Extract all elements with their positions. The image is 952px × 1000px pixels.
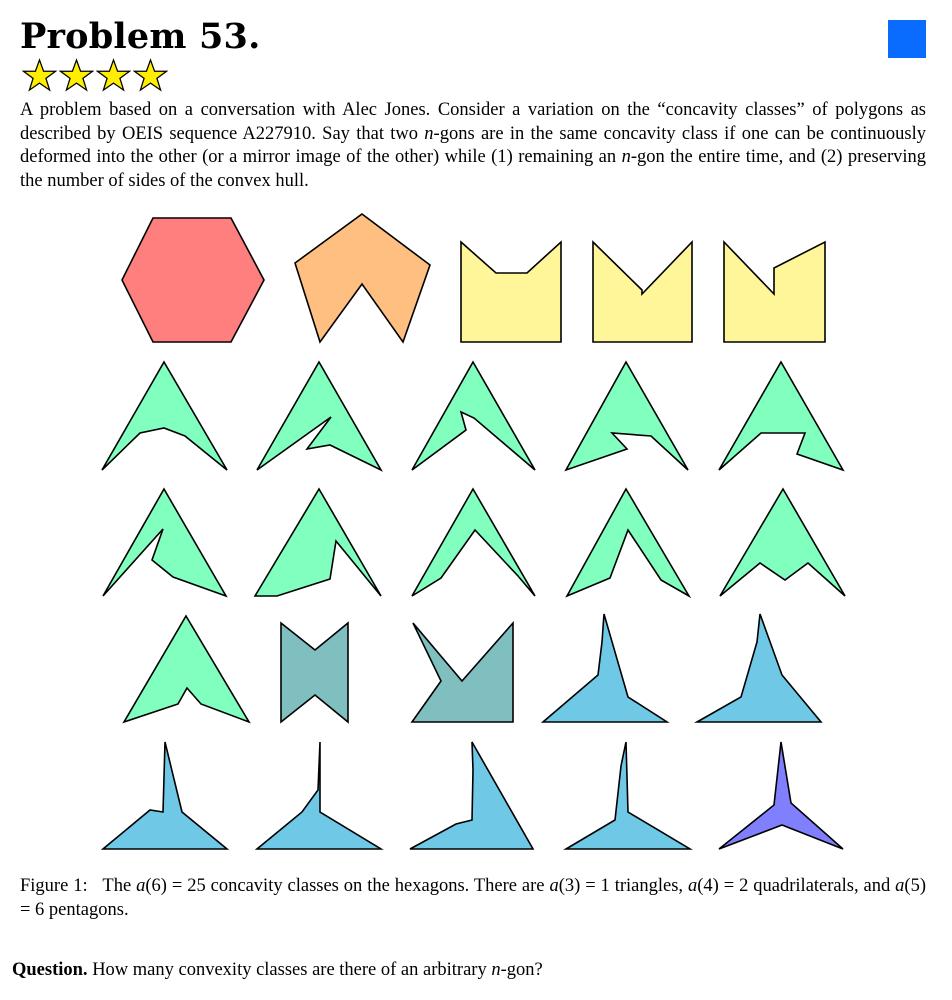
hexagon-hull3-11 xyxy=(124,616,249,722)
star-icon xyxy=(96,58,131,94)
star-icon xyxy=(22,58,57,94)
hexagon-hull5 xyxy=(295,214,430,342)
blue-square-badge xyxy=(888,20,926,58)
hexagon-hull4-a xyxy=(461,242,561,342)
hexagon-hull3-2 xyxy=(257,362,381,470)
hexagon-hull3-10 xyxy=(720,489,845,596)
hexagon-convex xyxy=(122,218,264,342)
problem-statement: A problem based on a conversation with Alec Jones. Consider a variation on the “concavity classes” of polygons as described by OEIS sequence A227910. Say that two n-gons are in the same concavity class if one can be continuously deformed into the other (or a mirror image of the other) while (1) remaining an n-gon the entire time, and (2) preserving the number of sides of the convex hull. xyxy=(20,100,926,191)
hexagon-hull3-blue-5 xyxy=(410,742,533,849)
star-icon xyxy=(59,58,94,94)
question: Question. How many convexity classes are there of an arbitrary n-gon? xyxy=(12,960,543,980)
hexagon-hull3-blue-4 xyxy=(257,742,381,849)
hexagon-hull3-9 xyxy=(567,489,689,596)
hexagon-hull4-teal-a xyxy=(281,623,348,722)
hexagon-hull4-teal-b xyxy=(412,623,513,722)
hexagon-hull3-1 xyxy=(102,362,227,470)
difficulty-rating xyxy=(22,58,168,94)
problem-title: Problem 53. xyxy=(20,16,261,57)
hexagon-hull3-blue-3 xyxy=(103,742,227,849)
hexagon-hull3-blue-6 xyxy=(566,742,690,849)
hexagon-hull3-5 xyxy=(719,362,843,470)
hexagon-hull3-blue-2 xyxy=(697,614,821,722)
hexagon-hull3-6 xyxy=(103,489,226,596)
hexagon-hull4-c xyxy=(724,242,825,342)
hexagon-hull3-4 xyxy=(566,362,688,470)
figure-caption: Figure 1: The a(6) = 25 concavity classes on the hexagons. There are a(3) = 1 triangles, a(4) = 2 quadrilaterals, and a(5) = 6 pentagons. xyxy=(20,876,926,920)
star-icon xyxy=(133,58,168,94)
hexagon-hull3-purple xyxy=(719,742,843,849)
hexagon-hull3-8 xyxy=(412,489,535,596)
hexagon-hull4-b xyxy=(593,242,692,342)
hexagon-hull3-7 xyxy=(255,489,381,596)
hexagon-hull3-blue-1 xyxy=(543,614,667,722)
hexagon-hull3-3 xyxy=(412,362,535,470)
